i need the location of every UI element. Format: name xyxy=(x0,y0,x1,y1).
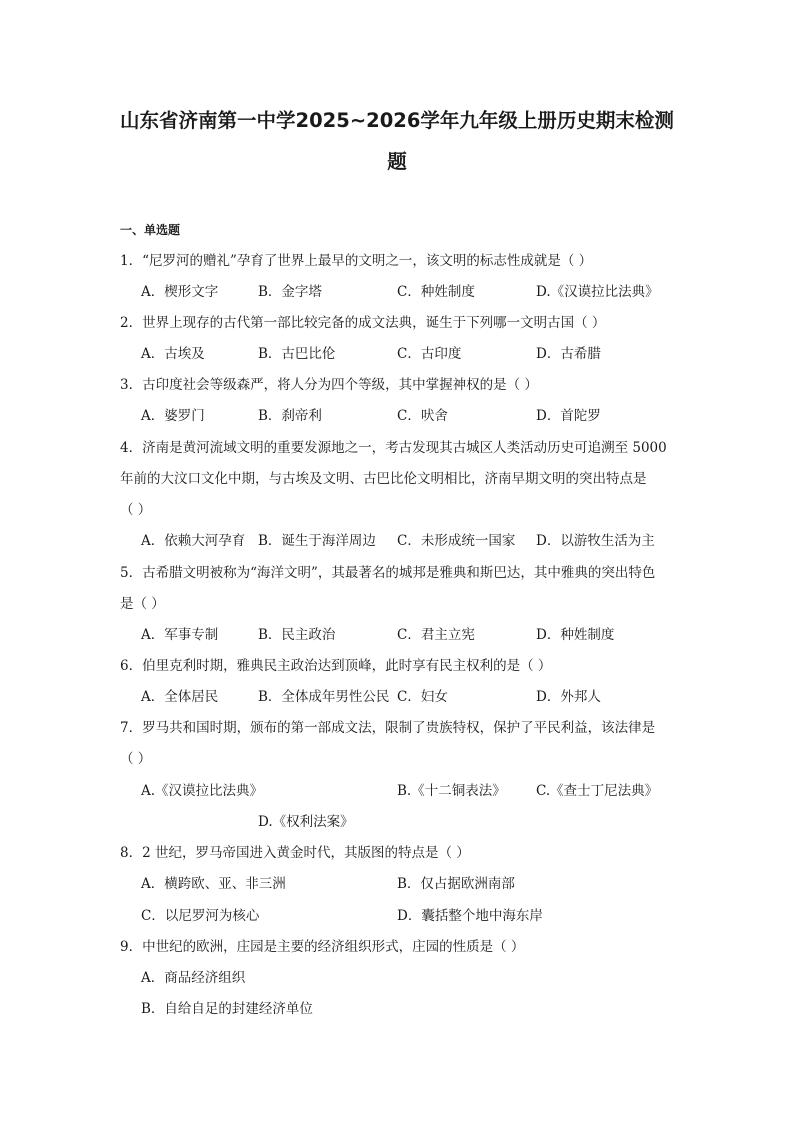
q6-option-a: A．全体居民 xyxy=(141,689,219,705)
question-4-stem-line-2: 年前的大汶口文化中期，与古埃及文明、古巴比伦文明相比，济南早期文明的突出特点是 xyxy=(120,471,647,487)
q5-option-b: B．民主政治 xyxy=(258,627,336,643)
q9-option-b: B．自给自足的封建经济单位 xyxy=(141,1001,313,1017)
q4-option-d: D．以游牧生活为主 xyxy=(536,533,655,549)
q3-option-d: D．首陀罗 xyxy=(536,408,601,424)
q8-option-b: B．仅占据欧洲南部 xyxy=(397,876,515,892)
q2-option-a: A．古埃及 xyxy=(141,346,205,362)
question-9-stem: 9．中世纪的欧洲，庄园是主要的经济组织形式，庄园的性质是（ ） xyxy=(120,939,525,955)
q7-option-c: C.《查士丁尼法典》 xyxy=(536,783,659,799)
question-6-stem: 6．伯里克利时期，雅典民主政治达到顶峰，此时享有民主权利的是（ ） xyxy=(120,658,552,674)
q8-option-a: A．横跨欧、亚、非三洲 xyxy=(141,876,286,892)
q8-option-d: D．囊括整个地中海东岸 xyxy=(397,908,543,924)
q3-option-c: C．吠舍 xyxy=(397,408,448,424)
question-3-stem: 3．古印度社会等级森严，将人分为四个等级，其中掌握神权的是（ ） xyxy=(120,377,538,393)
question-2-stem: 2．世界上现存的古代第一部比较完备的成文法典，诞生于下列哪一文明古国（ ） xyxy=(120,315,606,331)
question-7-stem-line-1: 7．罗马共和国时期，颁布的第一部成文法，限制了贵族特权，保护了平民利益，该法律是 xyxy=(120,720,656,736)
q2-option-d: D．古希腊 xyxy=(536,346,601,362)
q1-option-d: D.《汉谟拉比法典》 xyxy=(536,284,659,300)
q7-option-a: A.《汉谟拉比法典》 xyxy=(141,783,264,799)
question-4-stem-line-3: （ ） xyxy=(120,502,152,518)
q6-option-d: D．外邦人 xyxy=(536,689,601,705)
q7-option-b: B.《十二铜表法》 xyxy=(397,783,506,799)
q8-option-c: C．以尼罗河为核心 xyxy=(141,908,260,924)
q1-option-b: B．金字塔 xyxy=(258,284,322,300)
q6-option-b: B．全体成年男性公民 xyxy=(258,689,390,705)
q5-option-d: D．种姓制度 xyxy=(536,627,615,643)
question-1-stem: 1．“尼罗河的赠礼”孕育了世界上最早的文明之一，该文明的标志性成就是（ ） xyxy=(120,253,593,269)
question-5-stem-line-2: 是（ ） xyxy=(120,596,165,612)
q7-option-d: D.《权利法案》 xyxy=(258,814,354,830)
q5-option-a: A．军事专制 xyxy=(141,627,219,643)
q3-option-a: A．婆罗门 xyxy=(141,408,205,424)
question-4-stem-line-1: 4．济南是黄河流域文明的重要发源地之一，考古发现其古城区人类活动历史可追溯至 5000 xyxy=(120,440,667,456)
q2-option-c: C．古印度 xyxy=(397,346,462,362)
exam-title-continued: 题 xyxy=(387,150,407,173)
exam-title: 山东省济南第一中学2025~2026学年九年级上册历史期末检测 xyxy=(120,109,674,132)
q6-option-c: C．妇女 xyxy=(397,689,448,705)
question-8-stem: 8．2 世纪，罗马帝国进入黄金时代，其版图的特点是（ ） xyxy=(120,845,470,861)
q4-option-c: C．未形成统一国家 xyxy=(397,533,516,549)
q3-option-b: B．刹帝利 xyxy=(258,408,322,424)
q5-option-c: C．君主立宪 xyxy=(397,627,475,643)
q4-option-b: B．诞生于海洋周边 xyxy=(258,533,376,549)
q1-option-c: C．种姓制度 xyxy=(397,284,475,300)
q2-option-b: B．古巴比伦 xyxy=(258,346,336,362)
question-7-stem-line-2: （ ） xyxy=(120,751,152,767)
q4-option-a: A．依赖大河孕育 xyxy=(141,533,246,549)
question-5-stem-line-1: 5．古希腊文明被称为“海洋文明”，其最著名的城邦是雅典和斯巴达，其中雅典的突出特色 xyxy=(120,565,656,581)
q9-option-a: A．商品经济组织 xyxy=(141,970,246,986)
section-heading: 一、单选题 xyxy=(120,223,181,237)
q1-option-a: A．楔形文字 xyxy=(141,284,219,300)
